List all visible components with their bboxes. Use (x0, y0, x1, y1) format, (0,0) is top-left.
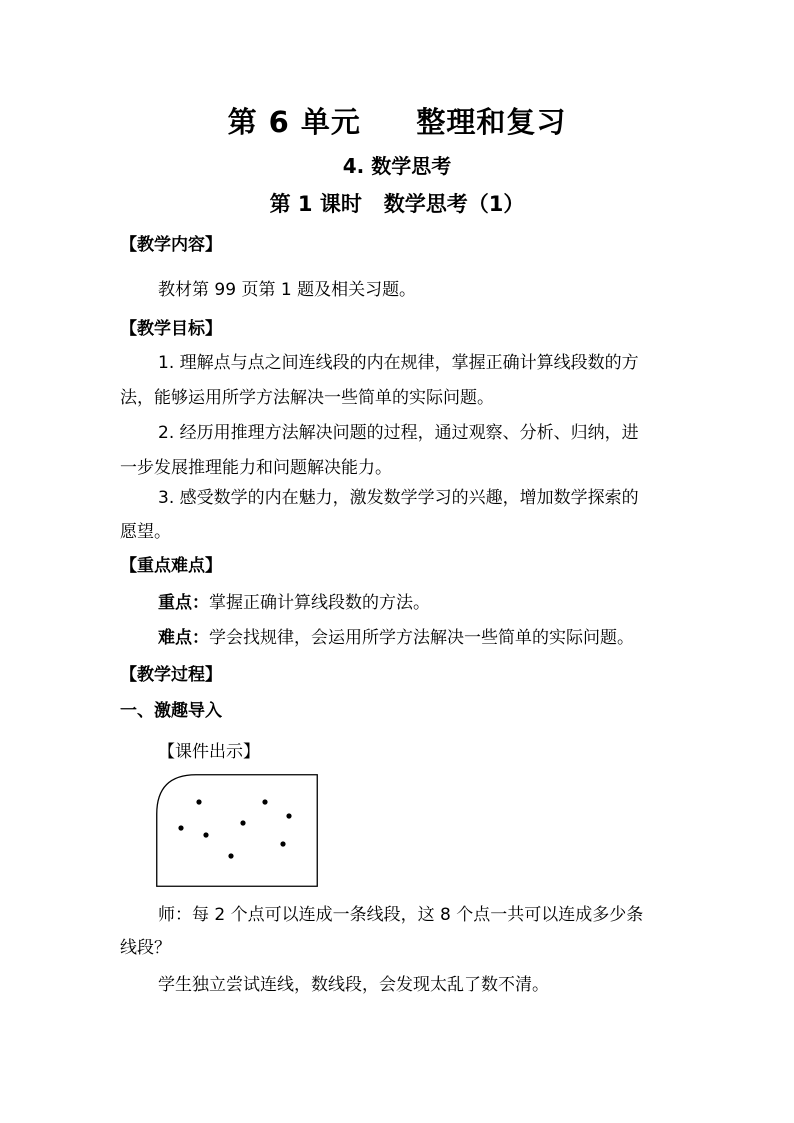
goal-3-line-2: 愿望。 (120, 522, 171, 542)
key-point-label: 重点： (158, 593, 209, 613)
dots-figure (156, 774, 318, 887)
goal-3-line-1: 3. 感受数学的内在魅力，激发数学学习的兴趣，增加数学探索的 (158, 488, 639, 508)
section-title: 4. 数学思考 (342, 154, 452, 178)
goal-1-line-2: 法，能够运用所学方法解决一些简单的实际问题。 (120, 388, 494, 408)
dots-figure-svg (156, 774, 318, 887)
dot (262, 799, 267, 804)
dot (178, 825, 183, 830)
teacher-line-2: 线段？ (120, 938, 171, 958)
goal-2-line-2: 一步发展推理能力和问题解决能力。 (120, 458, 392, 478)
teaching-content-text: 教材第 99 页第 1 题及相关习题。 (158, 280, 417, 300)
goal-2-line-1: 2. 经历用推理方法解决问题的过程，通过观察、分析、归纳，进 (158, 423, 639, 443)
heading-teaching-process: 【教学过程】 (120, 665, 222, 685)
student-text: 学生独立尝试连线，数线段，会发现太乱了数不清。 (158, 975, 549, 995)
key-point (158, 591, 680, 615)
dot (280, 841, 285, 846)
difficult-point-text: 学会找规律，会运用所学方法解决一些简单的实际问题。 (209, 628, 634, 648)
dot (228, 853, 233, 858)
dot (240, 820, 245, 825)
dot (286, 813, 291, 818)
difficult-point (158, 626, 680, 650)
heading-teaching-content: 【教学内容】 (120, 235, 222, 255)
teacher-line-1: 师：每 2 个点可以连成一条线段，这 8 个点一共可以连成多少条 (158, 905, 644, 925)
dot (196, 799, 201, 804)
key-point-text: 掌握正确计算线段数的方法。 (209, 593, 430, 613)
heading-teaching-goals: 【教学目标】 (120, 319, 222, 339)
goal-1-line-1: 1. 理解点与点之间连线段的内在规律，掌握正确计算线段数的方 (158, 353, 639, 373)
heading-key-points: 【重点难点】 (120, 556, 222, 576)
dot (203, 832, 208, 837)
courseware-label: 【课件出示】 (158, 742, 260, 762)
unit-title: 第 6 单元 整理和复习 (227, 105, 567, 139)
lesson-title: 第 1 课时 数学思考（1） (269, 192, 525, 216)
difficult-point-label: 难点： (158, 628, 209, 648)
step-1-heading: 一、激趣导入 (120, 701, 222, 721)
